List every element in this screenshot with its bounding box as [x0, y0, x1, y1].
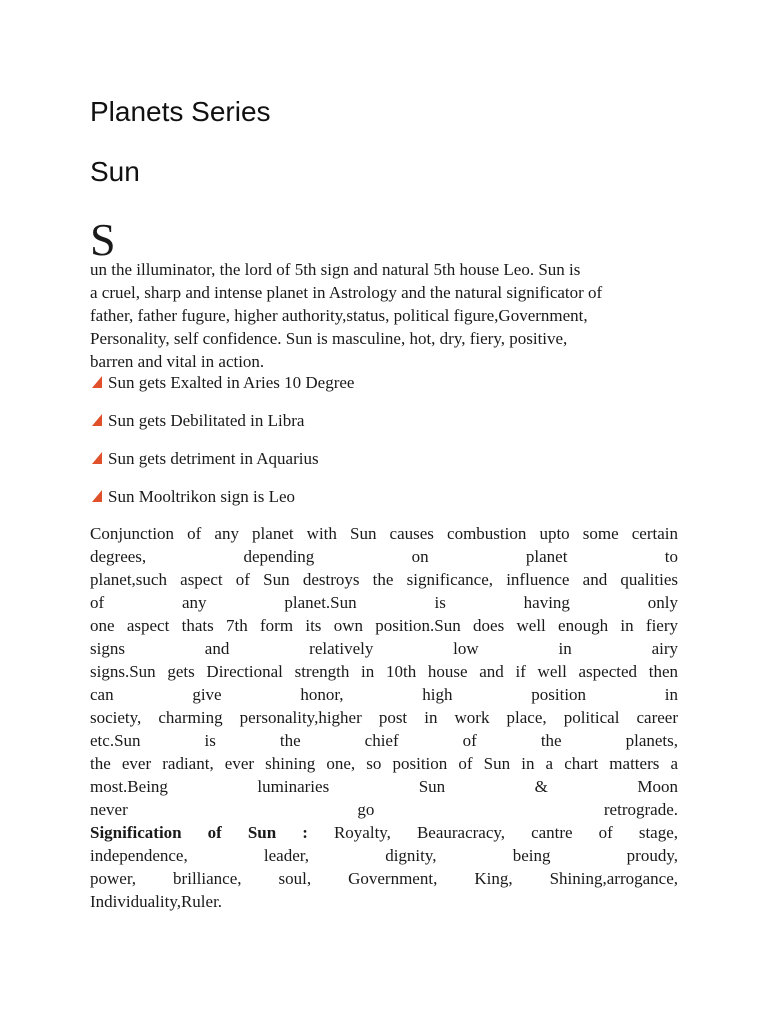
list-item [90, 409, 354, 432]
signification-line: independence, leader, dignity, being proudy, [90, 846, 678, 865]
intro-line: barren and vital in action. [90, 352, 265, 371]
body-line: signs and relatively low in airy [90, 639, 678, 658]
intro-line: a cruel, sharp and intense planet in Astrology and the natural significator of [90, 283, 603, 302]
body-line: of any planet.Sun is having only [90, 593, 678, 612]
signification-text: Royalty, Beauracracy, cantre of stage, [307, 823, 679, 842]
body-paragraph [90, 522, 678, 913]
intro-line: father, father fugure, higher authority,status, political figure,Government, [90, 306, 588, 325]
page-title: Planets Series [90, 96, 271, 127]
section-title: Sun [90, 156, 140, 187]
signification-line: Individuality,Ruler. [90, 892, 223, 911]
triangle-bullet-icon [92, 376, 102, 388]
list-item-text: Sun gets Exalted in Aries 10 Degree [108, 373, 355, 392]
triangle-bullet-icon [92, 490, 102, 502]
drop-cap: S [90, 214, 116, 265]
triangle-bullet-icon [92, 414, 102, 426]
body-line: planet,such aspect of Sun destroys the significance, influence and qualities [90, 570, 678, 589]
body-line: Conjunction of any planet with Sun causes combustion upto some certain [90, 524, 678, 543]
intro-line-text: un the illuminator, the lord of 5th sign and natural 5th house Leo. Sun is [90, 260, 581, 279]
body-line: most.Being luminaries Sun & Moon [90, 777, 678, 796]
list-item [90, 371, 354, 394]
intro-line [90, 214, 678, 281]
body-line: degrees, depending on planet to [90, 547, 678, 566]
triangle-bullet-icon [92, 452, 102, 464]
signification-line [90, 821, 678, 844]
intro-line: Personality, self confidence. Sun is masculine, hot, dry, fiery, positive, [90, 329, 568, 348]
intro-paragraph [90, 214, 678, 373]
body-line: signs.Sun gets Directional strength in 10th house and if well aspected then [90, 662, 678, 681]
list-item-text: Sun Mooltrikon sign is Leo [108, 487, 296, 506]
list-item-text: Sun gets Debilitated in Libra [108, 411, 305, 430]
list-item [90, 447, 354, 470]
signification-label: Signification of Sun : [90, 823, 308, 842]
bullet-list [90, 371, 354, 523]
list-item [90, 485, 354, 508]
body-line: can give honor, high position in [90, 685, 678, 704]
body-line: never go retrograde. [90, 800, 678, 819]
body-line: one aspect thats 7th form its own position.Sun does well enough in fiery [90, 616, 678, 635]
signification-line: power, brilliance, soul, Government, King, Shining,arrogance, [90, 869, 678, 888]
body-line: etc.Sun is the chief of the planets, [90, 731, 678, 750]
body-line: society, charming personality,higher post in work place, political career [90, 708, 678, 727]
body-line: the ever radiant, ever shining one, so position of Sun in a chart matters a [90, 754, 678, 773]
list-item-text: Sun gets detriment in Aquarius [108, 449, 319, 468]
